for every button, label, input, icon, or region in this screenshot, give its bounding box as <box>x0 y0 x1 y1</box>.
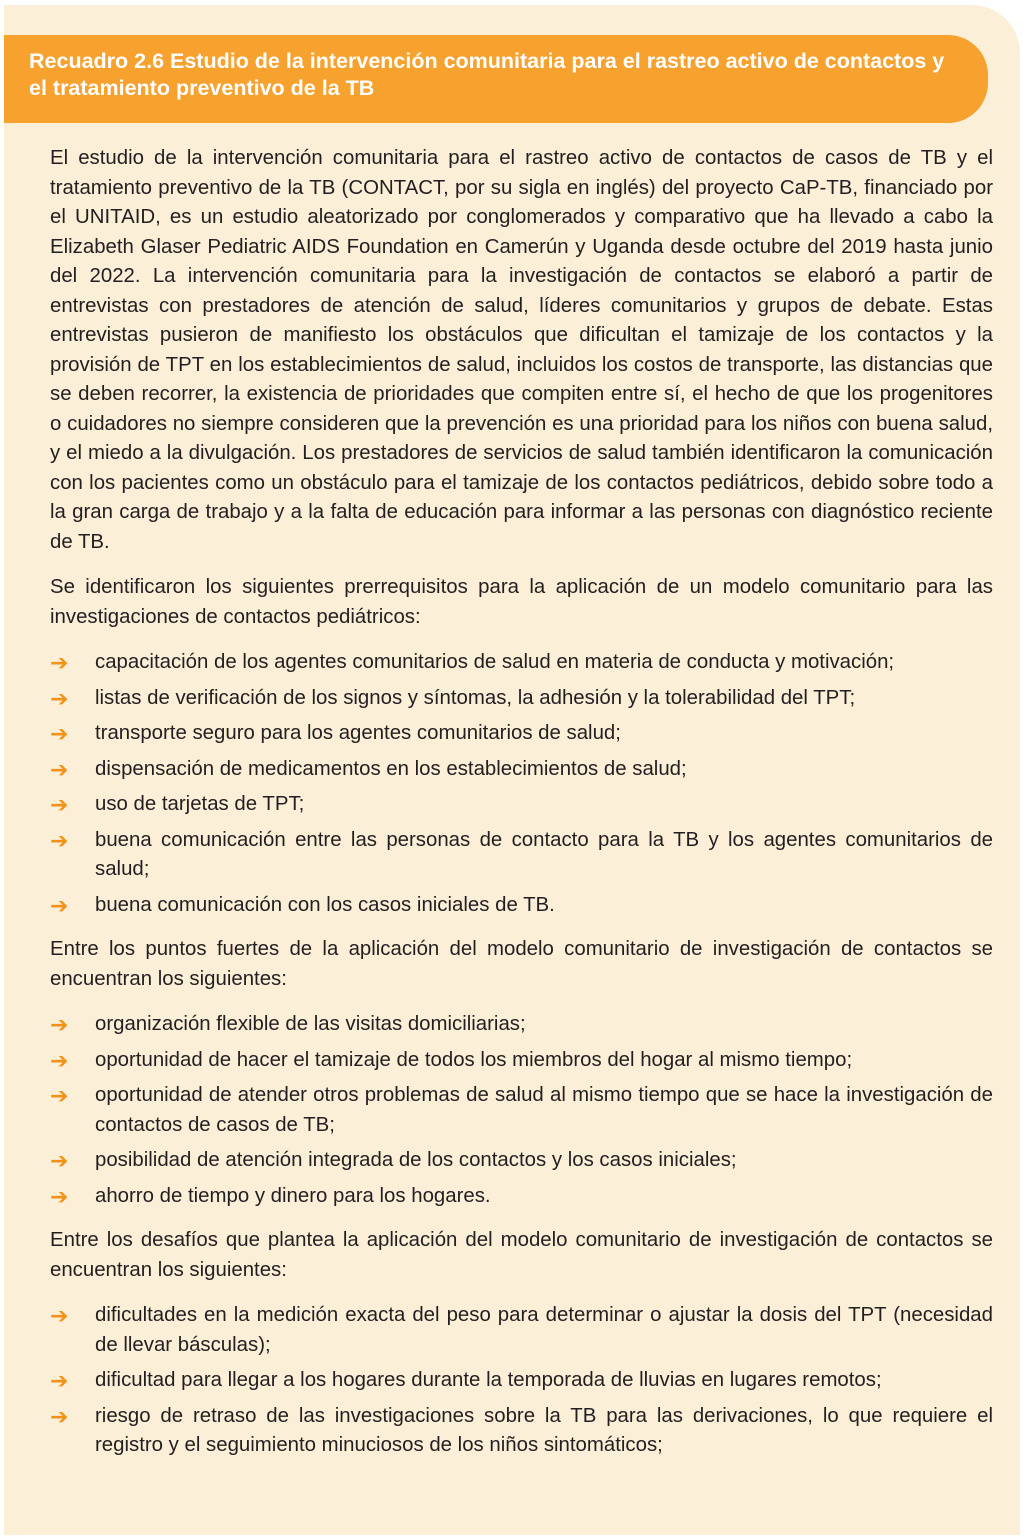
arrow-right-icon: ➔ <box>50 792 69 817</box>
prerequisites-list <box>50 648 993 920</box>
list-item: ➔ organización flexible de las visitas domiciliarias; <box>50 1010 993 1040</box>
prerequisites-intro: Se identificaron los siguientes prerrequisitos para la aplicación de un modelo comunitario para las investigaciones de contactos pediátricos: <box>50 576 993 628</box>
list-item: ➔ dificultades en la medición exacta del peso para determinar o ajustar la dosis del TPT (necesidad de llevar básculas); <box>50 1303 993 1356</box>
box-title: Recuadro 2.6 Estudio de la intervención comunitaria para el rastreo activo de contactos y el tratamiento preventivo de la TB <box>29 49 945 100</box>
box-header <box>4 35 988 123</box>
strengths-list <box>50 1010 993 1211</box>
arrow-right-icon: ➔ <box>50 1303 69 1328</box>
list-item: ➔ dificultad para llegar a los hogares durante la temporada de lluvias en lugares remotos; <box>50 1366 993 1396</box>
list-item: ➔ capacitación de los agentes comunitarios de salud en materia de conducta y motivación; <box>50 648 993 678</box>
arrow-right-icon: ➔ <box>50 721 69 746</box>
list-item: ➔ buena comunicación entre las personas de contacto para la TB y los agentes comunitarios de salud; <box>50 827 993 880</box>
list-item: ➔ uso de tarjetas de TPT; <box>50 790 993 820</box>
arrow-right-icon: ➔ <box>50 1047 69 1073</box>
strengths-intro: Entre los puntos fuertes de la aplicación del modelo comunitario de investigación de contactos se encuentran los siguientes: <box>50 938 993 990</box>
arrow-right-icon: ➔ <box>50 650 69 675</box>
arrow-right-icon: ➔ <box>50 827 69 853</box>
arrow-right-icon: ➔ <box>50 1083 69 1108</box>
arrow-right-icon: ➔ <box>50 1183 69 1209</box>
arrow-right-icon: ➔ <box>50 756 69 782</box>
arrow-right-icon: ➔ <box>50 1403 69 1429</box>
arrow-right-icon: ➔ <box>50 1368 69 1393</box>
list-item: ➔ buena comunicación con los casos iniciales de TB. <box>50 891 993 921</box>
list-item: ➔ posibilidad de atención integrada de los contactos y los casos iniciales; <box>50 1146 993 1176</box>
list-item: ➔ ahorro de tiempo y dinero para los hogares. <box>50 1182 993 1212</box>
challenges-intro: Entre los desafíos que plantea la aplicación del modelo comunitario de investigación de contactos se encuentran los siguientes: <box>50 1229 993 1281</box>
list-item: ➔ dispensación de medicamentos en los establecimientos de salud; <box>50 755 993 785</box>
list-item: ➔ listas de verificación de los signos y síntomas, la adhesión y la tolerabilidad del TPT; <box>50 684 993 714</box>
challenges-list <box>50 1301 993 1461</box>
list-item: ➔ transporte seguro para los agentes comunitarios de salud; <box>50 719 993 749</box>
box-content <box>50 144 993 1476</box>
list-item: ➔ riesgo de retraso de las investigaciones sobre la TB para las derivaciones, lo que requiere el registro y el seguimiento minuciosos de los niños sintomáticos; <box>50 1403 993 1456</box>
arrow-right-icon: ➔ <box>50 685 69 711</box>
arrow-right-icon: ➔ <box>50 1012 69 1037</box>
list-item: ➔ oportunidad de atender otros problemas de salud al mismo tiempo que se hace la investigación de contactos de casos de TB; <box>50 1083 993 1136</box>
arrow-right-icon: ➔ <box>50 1148 69 1173</box>
list-item: ➔ oportunidad de hacer el tamizaje de todos los miembros del hogar al mismo tiempo; <box>50 1046 993 1076</box>
intro-paragraph: El estudio de la intervención comunitaria para el rastreo activo de contactos de casos de TB y el tratamiento preventivo de la TB (CONTACT, por su sigla en inglés) del proyecto CaP-TB, financiado por el UNITAID, es un estudio aleatorizado por conglomerados y comparativo que ha llevado a cabo la Elizabeth Glaser Pediatric AIDS Foundation en Camerún y Uganda desde octubre del 2019 hasta junio del 2022. La intervención comunitaria para la investigación de contactos se elaboró a partir de entrevistas con prestadores de atención de salud, líderes comunitarios y grupos de debate. Estas entrevistas pusieron de manifiesto los obstáculos que dificultan el tamizaje de los contactos y la provisión de TPT en los establecimientos de salud, incluidos los costos de transporte, las distancias que se deben recorrer, la existencia de prioridades que compiten entre sí, el hecho de que los progenitores o cuidadores no siempre consideren que la prevención es una prioridad para los niños con buena salud, y el miedo a la divulgación. Los prestadores de servicios de salud también identificaron la comunicación con los pacientes como un obstáculo para el tamizaje de los contactos pediátricos, debido sobre todo a la gran carga de trabajo y a la falta de educación para informar a las personas con diagnóstico reciente de TB. <box>50 147 993 553</box>
arrow-right-icon: ➔ <box>50 892 69 918</box>
